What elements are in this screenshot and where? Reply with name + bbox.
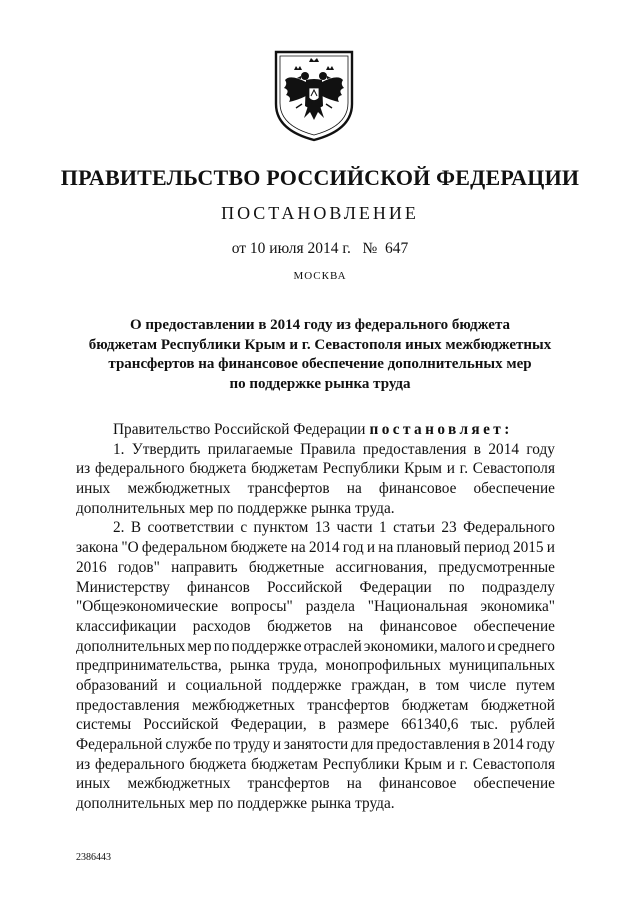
word: 661340,6 xyxy=(401,716,459,734)
word: рынка xyxy=(311,499,352,517)
word: дополнительных xyxy=(76,499,186,517)
word: финансовое xyxy=(378,775,457,793)
word: г. xyxy=(459,460,469,478)
document-number: 2386443 xyxy=(76,852,111,863)
word: числе xyxy=(469,676,507,694)
paragraph-line xyxy=(76,637,555,657)
paragraph-line xyxy=(76,774,555,794)
word: Федеральной xyxy=(76,736,163,753)
word: направить xyxy=(171,558,238,576)
government-title: ПРАВИТЕЛЬСТВО РОССИЙСКОЙ ФЕДЕРАЦИИ xyxy=(60,165,580,190)
word: подразделу xyxy=(481,578,555,596)
subject-line: по поддержке рынка труда xyxy=(229,375,411,392)
word: и xyxy=(546,539,555,557)
word: межбюджетных xyxy=(127,480,231,498)
word: обеспечение xyxy=(473,617,555,635)
word: с xyxy=(240,519,248,537)
word: бюджетные xyxy=(248,558,325,576)
word: году xyxy=(526,440,555,458)
word: части xyxy=(336,519,373,537)
word: экономики, xyxy=(363,637,438,655)
word: бюджетам xyxy=(251,755,318,773)
paragraph-line xyxy=(76,479,555,499)
word: федерального xyxy=(94,755,185,773)
word: тыс. xyxy=(470,716,499,734)
word: Севастополя xyxy=(472,755,555,773)
word: на xyxy=(346,480,362,498)
word: 13 xyxy=(314,519,331,537)
word: из xyxy=(76,460,91,478)
word: монопрофильных xyxy=(325,657,441,675)
word: 2014 xyxy=(492,736,524,753)
word: предоставления xyxy=(376,736,480,753)
word: иных xyxy=(76,775,111,793)
word: отраслей xyxy=(303,637,362,655)
word: статьи xyxy=(393,519,435,537)
paragraph-line xyxy=(76,715,555,735)
word: обеспечение xyxy=(473,480,555,498)
word: и xyxy=(366,539,376,557)
paragraph-line xyxy=(76,578,555,598)
word: финансовое xyxy=(378,480,457,498)
word: Российской xyxy=(266,578,343,596)
intro-text: Правительство Российской Федерации xyxy=(113,421,366,438)
paragraph-2 xyxy=(76,518,555,813)
word: труда, xyxy=(278,657,318,675)
paragraph-line xyxy=(76,597,555,617)
word: мер xyxy=(187,637,212,655)
word: и xyxy=(446,460,455,478)
city: МОСКВА xyxy=(293,270,347,282)
word: 2014 xyxy=(488,440,519,458)
paragraph-line xyxy=(76,459,555,479)
date-number-line: от 10 июля 2014 г. № 647 xyxy=(231,240,409,257)
word: на xyxy=(346,775,362,793)
word: рынка xyxy=(229,657,270,675)
word: В xyxy=(130,519,142,537)
word: на xyxy=(348,617,364,635)
word: из xyxy=(76,755,91,773)
word: обеспечение xyxy=(473,775,555,793)
word: федерального xyxy=(94,460,185,478)
word: бюджета xyxy=(189,755,247,773)
document-type: ПОСТАНОВЛЕНИЕ xyxy=(221,203,419,223)
word: федеральном xyxy=(141,539,228,557)
word: плановый xyxy=(396,539,461,557)
word: иных xyxy=(76,480,111,498)
word: путем xyxy=(515,676,555,694)
word: предусмотренные xyxy=(438,558,555,576)
word: 2016 xyxy=(76,558,107,576)
word: и xyxy=(487,637,496,655)
word: дополнительных xyxy=(76,637,186,655)
word: поддержке xyxy=(237,795,308,813)
russian-coat-of-arms-icon xyxy=(272,48,356,142)
word: социальной xyxy=(185,676,262,694)
word: пунктом xyxy=(253,519,309,537)
word: Федерации, xyxy=(230,716,307,734)
word: соответствии xyxy=(147,519,234,537)
word: 23 xyxy=(441,519,457,537)
word: поддержке xyxy=(231,637,302,655)
word: годов" xyxy=(117,558,160,576)
word: Севастополя xyxy=(472,460,555,478)
word: малого xyxy=(439,637,486,655)
word: на xyxy=(378,539,394,557)
word: вопросы" xyxy=(230,598,293,616)
word: на xyxy=(290,539,306,557)
word: труда. xyxy=(355,795,395,813)
word: поддержке xyxy=(237,499,308,517)
word: по xyxy=(217,795,234,813)
word: по xyxy=(217,499,234,517)
word: службе xyxy=(165,736,212,753)
paragraph-line xyxy=(76,676,555,696)
word: муниципальных xyxy=(449,657,555,675)
word: г. xyxy=(459,755,469,773)
word: мер xyxy=(189,795,214,813)
word: Федерации xyxy=(359,578,432,596)
word: бюджетам xyxy=(251,460,318,478)
word: ассигнования, xyxy=(335,558,428,576)
word: среднего xyxy=(497,637,555,655)
intro-emphasis: постановляет: xyxy=(369,421,513,438)
word: дополнительных xyxy=(76,795,186,813)
word: 1. xyxy=(113,440,125,458)
word: предпринимательства, xyxy=(76,657,222,675)
word: размере xyxy=(337,716,390,734)
word: предоставления xyxy=(362,440,467,458)
word: "О xyxy=(121,539,139,557)
word: "Общеэкономические xyxy=(76,598,218,616)
word: Крым xyxy=(404,460,442,478)
word: 1 xyxy=(379,519,387,537)
word: Правила xyxy=(300,440,356,458)
word: межбюджетных xyxy=(127,775,231,793)
word: в xyxy=(473,440,482,458)
word: трансфертов xyxy=(247,480,330,498)
word: трансфертов xyxy=(247,775,330,793)
word: Федерального xyxy=(463,519,555,537)
word: классификации xyxy=(76,617,177,635)
word: труда. xyxy=(355,499,395,517)
word: том xyxy=(435,676,460,694)
paragraph-line xyxy=(76,538,555,558)
subject-line: О предоставлении в 2014 году из федерального бюджета xyxy=(130,317,510,333)
word: предоставления xyxy=(76,696,180,714)
word: Утвердить xyxy=(131,440,201,458)
word: бюджета xyxy=(189,460,247,478)
word: мер xyxy=(189,499,214,517)
word: год xyxy=(342,539,364,557)
document-subject xyxy=(70,316,570,394)
word: занятости xyxy=(283,736,349,753)
word: рынка xyxy=(311,795,352,813)
paragraph-line xyxy=(76,755,555,775)
word: раздела xyxy=(305,598,355,616)
word: трансфертов xyxy=(307,696,390,714)
paragraph-line xyxy=(76,735,555,755)
word: по xyxy=(213,637,230,655)
paragraph-line xyxy=(76,499,555,519)
word: Республики xyxy=(322,755,400,773)
document-body xyxy=(76,420,555,814)
paragraph-line xyxy=(76,617,555,637)
word: системы xyxy=(76,716,132,734)
word: году xyxy=(526,736,555,753)
word: Республики xyxy=(322,460,400,478)
paragraph-1 xyxy=(76,440,555,519)
word: расходов xyxy=(192,617,251,635)
word: для xyxy=(351,736,374,753)
word: период xyxy=(463,539,510,557)
paragraph-line xyxy=(76,518,555,538)
word: труду xyxy=(233,736,270,753)
word: "Национальная xyxy=(367,598,468,616)
word: бюджете xyxy=(230,539,288,557)
word: финансовое xyxy=(379,617,458,635)
paragraph-line xyxy=(76,794,555,814)
word: бюджетам xyxy=(401,696,469,714)
word: Российской xyxy=(143,716,219,734)
word: бюджетов xyxy=(267,617,332,635)
word: закона xyxy=(76,539,119,557)
word: 2015 xyxy=(512,539,544,557)
paragraph-line xyxy=(76,440,555,460)
word: 2. xyxy=(113,519,125,537)
word: финансов xyxy=(186,578,250,596)
word: в xyxy=(482,736,490,753)
word: в xyxy=(418,676,427,694)
word: Крым xyxy=(404,755,442,773)
word: прилагаемые xyxy=(207,440,293,458)
word: Министерству xyxy=(76,578,170,596)
paragraph-line xyxy=(76,656,555,676)
word: 2014 xyxy=(308,539,340,557)
word: и xyxy=(446,755,455,773)
word: экономика" xyxy=(480,598,555,616)
paragraph-line xyxy=(76,696,555,716)
word: бюджетной xyxy=(480,696,555,714)
word: по xyxy=(214,736,231,753)
word: образований xyxy=(76,676,158,694)
word: по xyxy=(448,578,465,596)
word: граждан, xyxy=(351,676,410,694)
intro-line xyxy=(76,420,555,440)
subject-line: трансфертов на финансовое обеспечение дополнительных мер xyxy=(108,356,532,372)
word: в xyxy=(318,716,326,734)
paragraph-line xyxy=(76,558,555,578)
word: и xyxy=(167,676,176,694)
word: и xyxy=(272,736,282,753)
subject-line: бюджетам Республики Крым и г. Севастополя иных межбюджетных xyxy=(88,336,552,353)
word: межбюджетных xyxy=(191,696,295,714)
word: поддержке xyxy=(271,676,342,694)
word: рублей xyxy=(510,716,555,734)
